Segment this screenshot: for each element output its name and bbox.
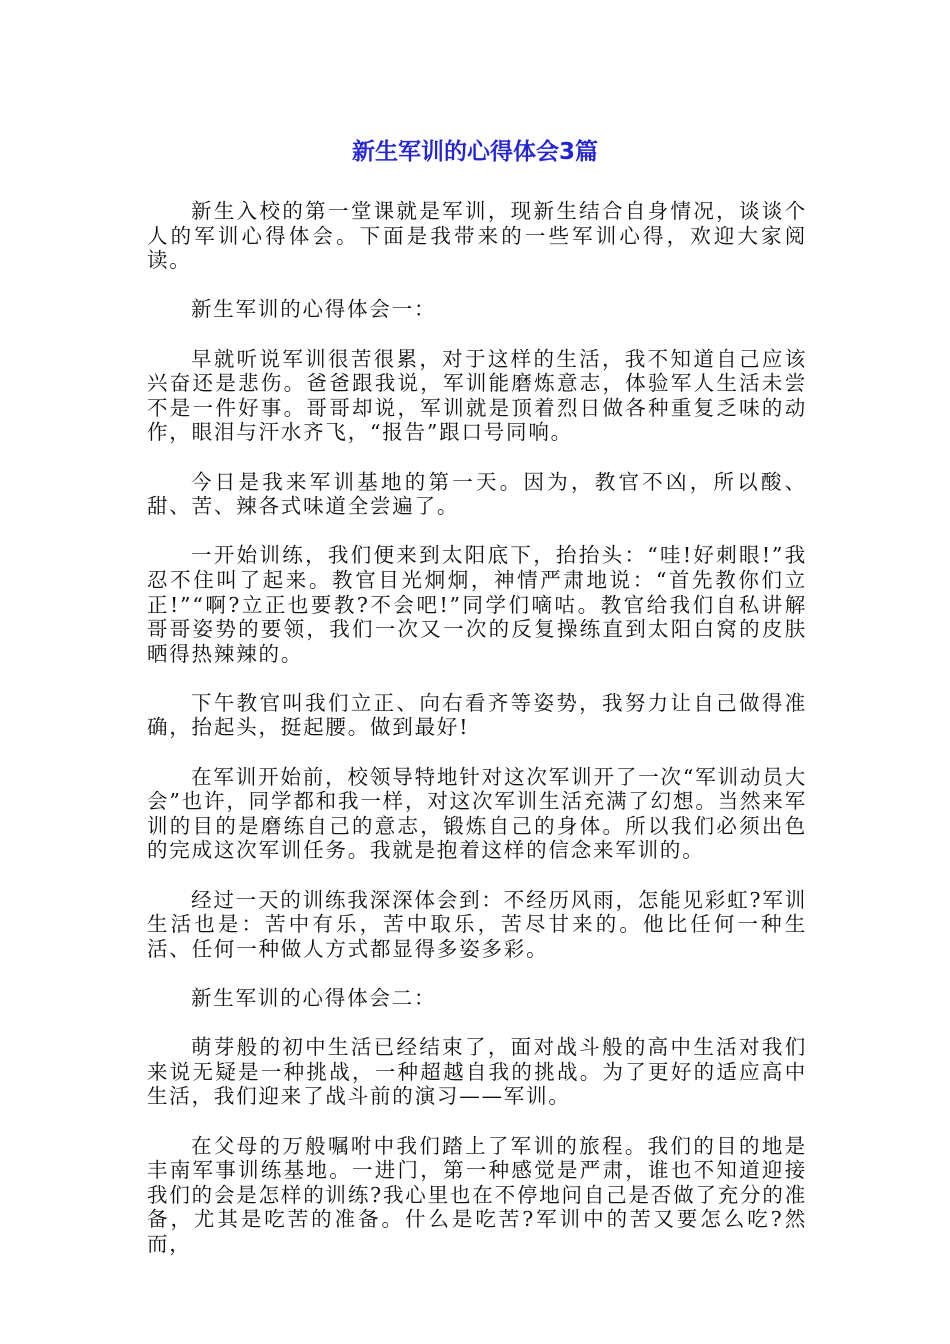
document-title: 新生军训的心得体会3篇 <box>351 139 598 165</box>
paragraph: 早就听说军训很苦很累，对于这样的生活，我不知道自己应该兴奋还是悲伤。爸爸跟我说，军训能磨炼意志，体验军人生活未尝不是一件好事。哥哥却说，军训就是顶着烈日做各种重复乏味的动作，眼泪与汗水齐飞，“报告”跟口号同响。 <box>147 346 807 445</box>
section-heading-two: 新生军训的心得体会二： <box>191 986 437 1010</box>
paragraph: 萌芽般的初中生活已经结束了，面对战斗般的高中生活对我们来说无疑是一种挑战，一种超越自我的挑战。为了更好的适应高中生活，我们迎来了战斗前的演习——军训。 <box>147 1035 807 1109</box>
section-heading-one: 新生军训的心得体会一： <box>191 297 437 322</box>
paragraph: 一开始训练，我们便来到太阳底下，抬抬头：“哇!好刺眼!”我忍不住叫了起来。教官目光炯炯，神情严肃地说：“首先教你们立正!”“啊?立正也要教?不会吧!”同学们嘀咕。教官给我们自私讲解哥哥姿势的要领，我们一次又一次的反复操练直到太阳白窝的皮肤晒得热辣辣的。 <box>147 543 807 666</box>
document-body <box>147 199 807 1281</box>
paragraph: 在军训开始前，校领导特地针对这次军训开了一次“军训动员大会”也许，同学都和我一样，对这次军训生活充满了幻想。当然来军训的目的是磨练自己的意志，锻炼自己的身体。所以我们必须出色的完成这次军训任务。我就是抱着这样的信念来军训的。 <box>147 764 807 863</box>
paragraph: 下午教官叫我们立正、向右看齐等姿势，我努力让自己做得准确，抬起头，挺起腰。做到最好! <box>147 690 807 740</box>
paragraph-intro: 新生入校的第一堂课就是军训，现新生结合自身情况，谈谈个人的军训心得体会。下面是我带来的一些军训心得，欢迎大家阅读。 <box>147 199 807 273</box>
paragraph: 在父母的万般嘱咐中我们踏上了军训的旅程。我们的目的地是丰南军事训练基地。一进门，第一种感觉是严肃，谁也不知道迎接我们的会是怎样的训练?我心里也在不停地问自己是否做了充分的准备，尤其是吃苦的准备。什么是吃苦?军训中的苦又要怎么吃?然而， <box>147 1133 807 1256</box>
paragraph: 经过一天的训练我深深体会到：不经历风雨，怎能见彩虹?军训生活也是：苦中有乐，苦中取乐，苦尽甘来的。他比任何一种生活、任何一种做人方式都显得多姿多彩。 <box>147 887 807 961</box>
paragraph: 今日是我来军训基地的第一天。因为，教官不凶，所以酸、甜、苦、辣各式味道全尝遍了。 <box>147 469 807 519</box>
